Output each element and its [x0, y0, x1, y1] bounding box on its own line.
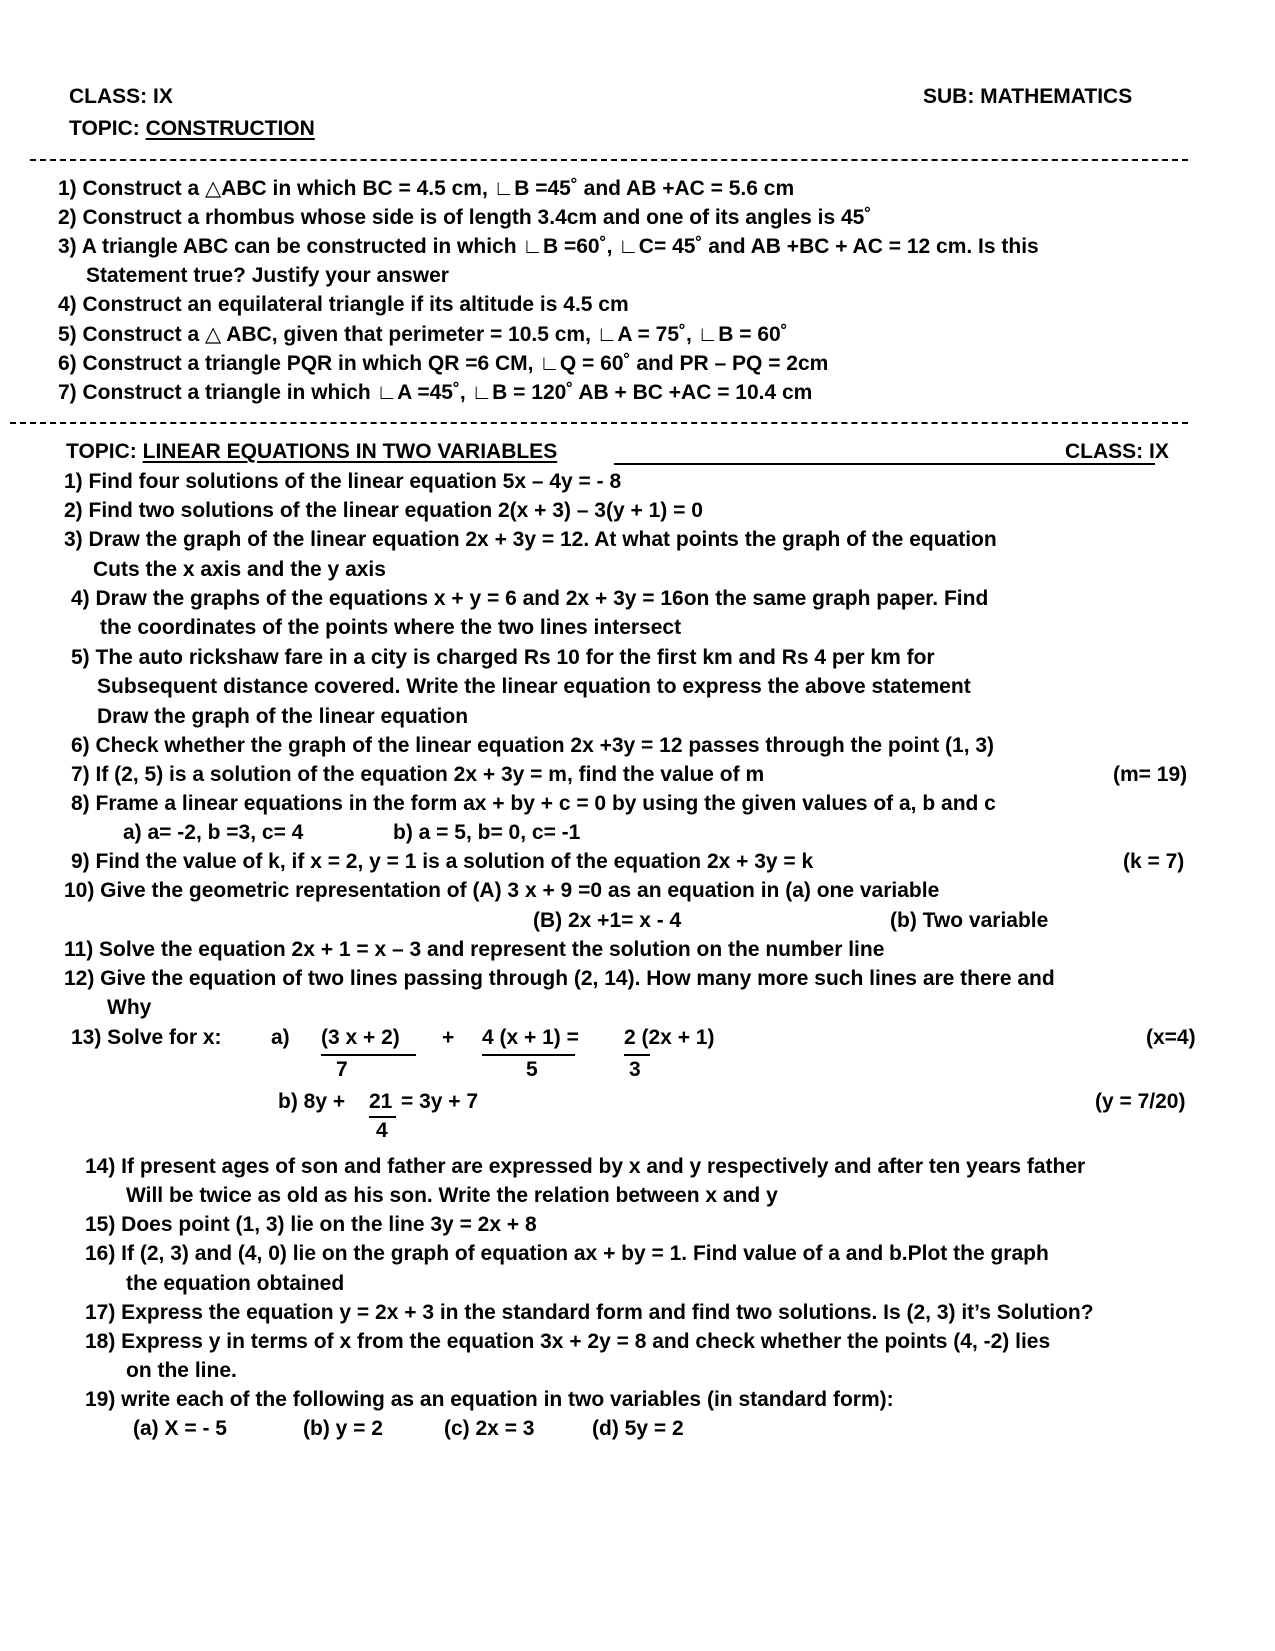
- linear-q2: 2) Find two solutions of the linear equation 2(x + 3) – 3(y + 1) = 0: [64, 499, 703, 522]
- class-label: CLASS: IX: [69, 85, 173, 108]
- linear-q12: 12) Give the equation of two lines passing through (2, 14). How many more such lines are there and: [64, 967, 1055, 990]
- linear-q16-cont: the equation obtained: [126, 1272, 345, 1295]
- linear-class-label: CLASS: IX: [1065, 440, 1169, 463]
- construction-q3: 3) A triangle ABC can be constructed in which ∟B =60˚, ∟C= 45˚ and AB +BC + AC = 12 cm. Is this: [58, 235, 1039, 258]
- fraction-2-numerator: 4 (x + 1) =: [482, 1026, 579, 1049]
- linear-q10-b1: (B) 2x +1= x - 4: [533, 909, 682, 932]
- linear-q18-cont: on the line.: [126, 1359, 237, 1382]
- linear-q5: 5) The auto rickshaw fare in a city is charged Rs 10 for the first km and Rs 4 per km for: [71, 646, 935, 669]
- linear-q3-cont: Cuts the x axis and the y axis: [93, 558, 386, 581]
- construction-q4: 4) Construct an equilateral triangle if its altitude is 4.5 cm: [58, 293, 629, 316]
- linear-q7: 7) If (2, 5) is a solution of the equation 2x + 3y = m, find the value of m: [71, 763, 765, 786]
- linear-q11: 11) Solve the equation 2x + 1 = x – 3 and represent the solution on the number line: [64, 938, 885, 961]
- linear-q17: 17) Express the equation y = 2x + 3 in the standard form and find two solutions. Is (2, 3) it’s Solution?: [85, 1301, 1094, 1324]
- construction-q3-cont: Statement true? Justify your answer: [86, 264, 449, 287]
- construction-q1: 1) Construct a △ABC in which BC = 4.5 cm, ∟B =45˚ and AB +AC = 5.6 cm: [58, 177, 795, 200]
- linear-q4: 4) Draw the graphs of the equations x + y = 6 and 2x + 3y = 16on the same graph paper. Find: [71, 587, 989, 610]
- linear-q10: 10) Give the geometric representation of (A) 3 x + 9 =0 as an equation in (a) one variable: [64, 879, 940, 902]
- fraction-4-denominator: 4: [376, 1119, 388, 1142]
- linear-q13-a-label: a): [271, 1026, 290, 1049]
- topic-prefix: TOPIC:: [69, 117, 140, 140]
- linear-q13-label: 13) Solve for x:: [71, 1026, 222, 1049]
- construction-q6: 6) Construct a triangle PQR in which QR =6 CM, ∟Q = 60˚ and PR – PQ = 2cm: [58, 352, 829, 375]
- linear-q14: 14) If present ages of son and father are expressed by x and y respectively and after ten years father: [85, 1155, 1086, 1178]
- linear-q16: 16) If (2, 3) and (4, 0) lie on the graph of equation ax + by = 1. Find value of a and b.Plot the graph: [85, 1242, 1049, 1265]
- linear-q4-cont: the coordinates of the points where the two lines intersect: [100, 616, 682, 639]
- topic-name: CONSTRUCTION: [145, 117, 315, 140]
- linear-topic-name: LINEAR EQUATIONS IN TWO VARIABLES: [142, 440, 558, 463]
- fraction-2-bar: [482, 1054, 575, 1056]
- linear-q19-c: (c) 2x = 3: [444, 1417, 535, 1440]
- plus-sign: +: [442, 1026, 455, 1049]
- linear-q19-a: (a) X = - 5: [133, 1417, 227, 1440]
- construction-q2: 2) Construct a rhombus whose side is of length 3.4cm and one of its angles is 45˚: [58, 206, 872, 229]
- linear-q19-d: (d) 5y = 2: [592, 1417, 684, 1440]
- linear-q5-cont1: Subsequent distance covered. Write the linear equation to express the above statement: [97, 675, 971, 698]
- linear-q12-cont: Why: [107, 996, 152, 1019]
- linear-q13-b-rest: = 3y + 7: [401, 1090, 479, 1113]
- linear-q19-b: (b) y = 2: [303, 1417, 383, 1440]
- linear-q3: 3) Draw the graph of the linear equation 2x + 3y = 12. At what points the graph of the equation: [64, 528, 997, 551]
- linear-q7-answer: (m= 19): [1113, 763, 1188, 786]
- linear-topic-prefix: TOPIC:: [66, 440, 137, 463]
- linear-q13-b-answer: (y = 7/20): [1095, 1090, 1186, 1113]
- linear-q8: 8) Frame a linear equations in the form ax + by + c = 0 by using the given values of a, b and c: [71, 792, 996, 815]
- linear-q8-b: b) a = 5, b= 0, c= -1: [393, 821, 581, 844]
- linear-q15: 15) Does point (1, 3) lie on the line 3y = 2x + 8: [85, 1213, 537, 1236]
- fraction-4-numerator: 21: [369, 1090, 393, 1113]
- fraction-1-denominator: 7: [336, 1058, 348, 1081]
- linear-q9-answer: (k = 7): [1123, 850, 1185, 873]
- fraction-1-numerator: (3 x + 2): [321, 1026, 400, 1049]
- divider-top: [30, 159, 1188, 161]
- fraction-3-denominator: 3: [629, 1058, 641, 1081]
- linear-q6: 6) Check whether the graph of the linear equation 2x +3y = 12 passes through the point (1, 3): [71, 734, 995, 757]
- divider-middle: [10, 422, 1188, 424]
- linear-q8-a: a) a= -2, b =3, c= 4: [123, 821, 304, 844]
- linear-topic-heading: [66, 439, 557, 465]
- subject-label: SUB: MATHEMATICS: [923, 85, 1133, 108]
- linear-q5-cont2: Draw the graph of the linear equation: [97, 705, 469, 728]
- construction-q5: 5) Construct a △ ABC, given that perimeter = 10.5 cm, ∟A = 75˚, ∟B = 60˚: [58, 323, 788, 346]
- fraction-1-bar: [321, 1054, 416, 1056]
- fraction-3-bar: [624, 1054, 650, 1056]
- fraction-2-denominator: 5: [526, 1058, 538, 1081]
- fraction-3-numerator: 2 (2x + 1): [624, 1026, 715, 1049]
- construction-q7: 7) Construct a triangle in which ∟A =45˚, ∟B = 120˚ AB + BC +AC = 10.4 cm: [58, 381, 813, 404]
- topic-heading: [69, 116, 315, 142]
- linear-q18: 18) Express y in terms of x from the equation 3x + 2y = 8 and check whether the points (4, -2) lies: [85, 1330, 1051, 1353]
- linear-q14-cont: Will be twice as old as his son. Write the relation between x and y: [126, 1184, 778, 1207]
- linear-q10-b2: (b) Two variable: [890, 909, 1049, 932]
- linear-q9: 9) Find the value of k, if x = 2, y = 1 is a solution of the equation 2x + 3y = k: [71, 850, 814, 873]
- linear-q13-a-answer: (x=4): [1146, 1026, 1196, 1049]
- linear-q19: 19) write each of the following as an equation in two variables (in standard form):: [85, 1388, 894, 1411]
- linear-q13-b-label: b) 8y +: [278, 1090, 346, 1113]
- linear-q1: 1) Find four solutions of the linear equation 5x – 4y = - 8: [64, 470, 622, 493]
